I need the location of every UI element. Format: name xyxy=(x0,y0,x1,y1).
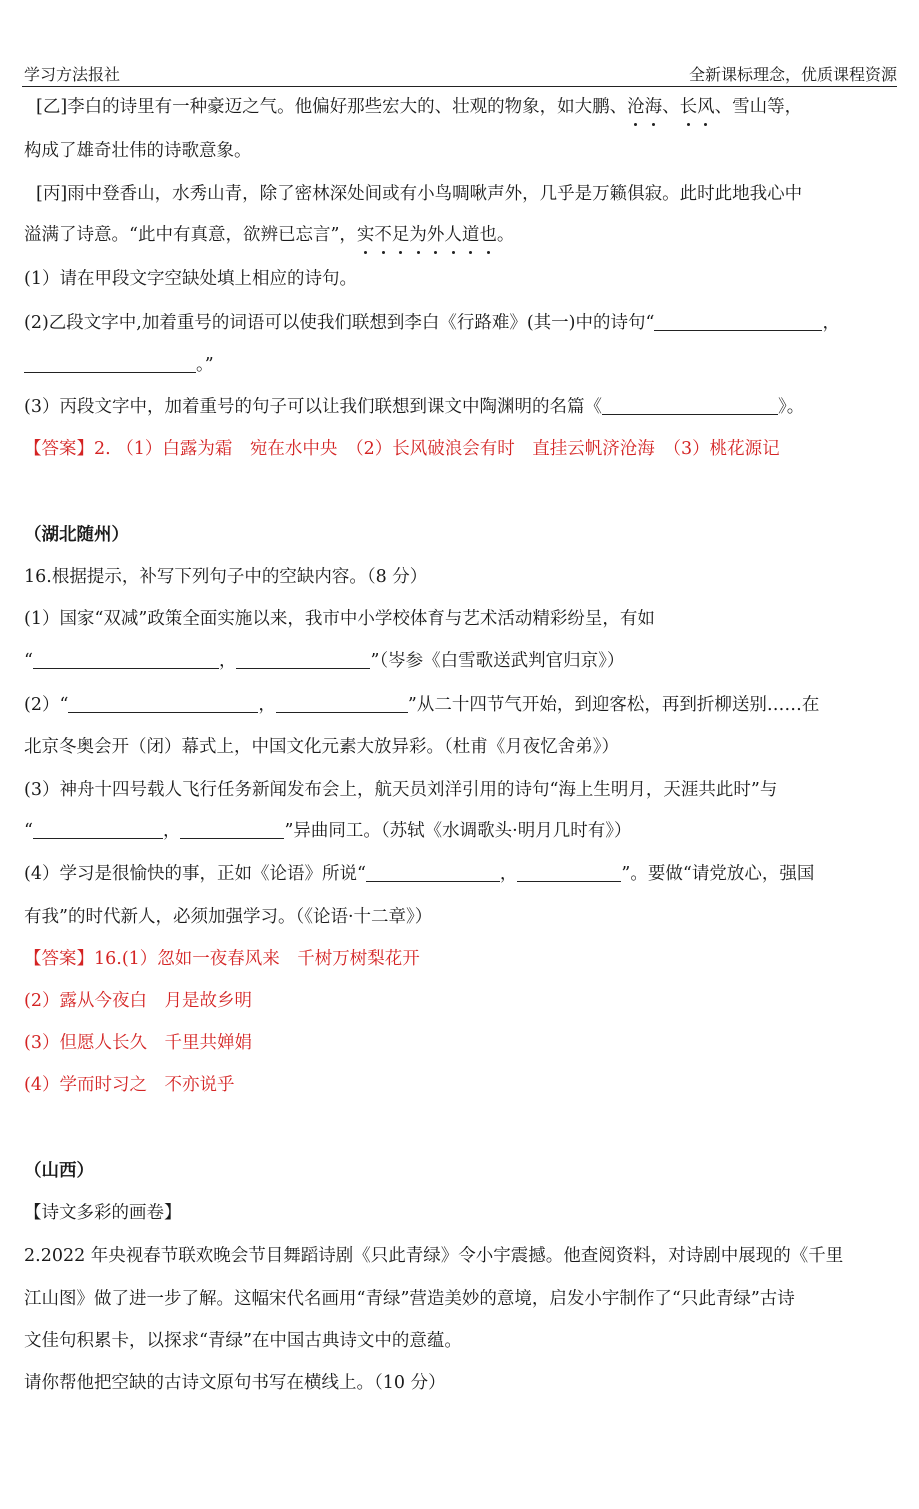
section-title: 【诗文多彩的画卷】 xyxy=(24,1203,182,1223)
answer-blank[interactable] xyxy=(236,650,370,669)
answer-16-1: 【答案】16.(1）忽如一夜春风来 千树万树梨花开 xyxy=(24,949,420,969)
answer-blank[interactable] xyxy=(33,820,163,839)
shanxi-instruction: 请你帮他把空缺的古诗文原句书写在横线上。（10 分） xyxy=(24,1373,446,1393)
question-1: (1）请在甲段文字空缺处填上相应的诗句。 xyxy=(24,269,357,289)
question-16-1: (1）国家“双减”政策全面实施以来，我市中小学校体育与艺术活动精彩纷呈，有如 xyxy=(24,609,655,629)
question-3: (3）丙段文字中，加着重号的句子可以让我们联想到课文中陶渊明的名篇《 》。 xyxy=(24,397,805,417)
yi-line-2: 构成了雄奇壮伟的诗歌意象。 xyxy=(24,141,252,161)
header-publisher: 学习方法报社 xyxy=(24,65,121,84)
question-16-2: (2）“ ， ”从二十四节气开始，到迎客松，再到折柳送别……在 xyxy=(24,695,820,715)
answer-blank[interactable] xyxy=(180,820,284,839)
answer-blank[interactable] xyxy=(366,863,500,882)
answer-16-2: (2）露从今夜白 月是故乡明 xyxy=(24,991,252,1011)
emphasis-chang-feng: 长风 xyxy=(680,94,715,120)
answer-blank[interactable] xyxy=(33,650,219,669)
question-16-3: (3）神舟十四号载人飞行任务新闻发布会上，航天员刘洋引用的诗句“海上生明月，天涯共此时”与 xyxy=(24,780,778,800)
region-suizhou: （湖北随州） xyxy=(24,525,129,545)
shanxi-para-1: 2.2022 年央视春节联欢晚会节目舞蹈诗剧《只此青绿》令小宇震撼。他查阅资料，对诗剧中展现的《千里 xyxy=(24,1246,844,1266)
question-16-title: 16.根据提示，补写下列句子中的空缺内容。（8 分） xyxy=(24,567,428,587)
header-divider xyxy=(22,86,897,87)
region-shanxi: （山西） xyxy=(24,1161,94,1181)
question-2: (2)乙段文字中,加着重号的词语可以使我们联想到李白《行路难》(其一)中的诗句“ ， xyxy=(24,313,840,333)
answer-blank[interactable] xyxy=(654,312,822,331)
question-16-4-cont: 有我”的时代新人，必须加强学习。（《论语·十二章》） xyxy=(24,907,433,927)
answer-blank[interactable] xyxy=(68,694,258,713)
header-slogan: 全新课标理念，优质课程资源 xyxy=(688,65,897,84)
answer-blank[interactable] xyxy=(602,396,778,415)
shanxi-para-3: 文佳句积累卡，以探求“青绿”在中国古典诗文中的意蕴。 xyxy=(24,1331,462,1351)
question-16-2-cont: 北京冬奥会开（闭）幕式上，中国文化元素大放异彩。（杜甫《月夜忆舍弟》） xyxy=(24,737,619,757)
question-16-4: (4）学习是很愉快的事，正如《论语》所说“ ， ”。要做“请党放心，强国 xyxy=(24,864,815,884)
answer-16-4: (4）学而时习之 不亦说乎 xyxy=(24,1075,235,1095)
question-16-1-blanks: “ ， ”（岑参《白雪歌送武判官归京》） xyxy=(24,651,625,671)
yi-line-1: [乙]李白的诗里有一种豪迈之气。他偏好那些宏大的、壮观的物象，如大鹏、沧海 、长风 、雪山等， xyxy=(36,94,802,120)
emphasis-sentence: 实不足为外人道也 xyxy=(357,222,497,248)
shanxi-para-2: 江山图》做了进一步了解。这幅宋代名画用“青绿”营造美妙的意境，启发小宇制作了“只此青绿”古诗 xyxy=(24,1289,795,1309)
yi-text-a: [乙]李白的诗里有一种豪迈之气。他偏好那些宏大的、壮观的物象，如大鹏、 xyxy=(36,97,628,117)
answer-blank[interactable] xyxy=(276,694,408,713)
answer-block-1: 【答案】2. （1）白露为霜 宛在水中央 （2）长风破浪会有时 直挂云帆济沧海 （3）桃花源记 xyxy=(24,439,780,459)
answer-blank[interactable] xyxy=(517,863,621,882)
question-2-cont: 。” xyxy=(24,352,214,378)
question-16-3-blanks: “ ， ”异曲同工。（苏轼《水调歌头·明月几时有》） xyxy=(24,821,632,841)
emphasis-cang-hai: 沧海 xyxy=(627,94,662,120)
bing-line-1: [丙]雨中登香山，水秀山青，除了密林深处间或有小鸟啁啾声外，几乎是万籁俱寂。此时此地我心中 xyxy=(36,184,803,204)
answer-blank[interactable] xyxy=(24,354,196,373)
bing-line-2: 溢满了诗意。“此中有真意，欲辨已忘言”，实不足为外人道也 。 xyxy=(24,222,514,248)
answer-16-3: (3）但愿人长久 千里共婵娟 xyxy=(24,1033,252,1053)
